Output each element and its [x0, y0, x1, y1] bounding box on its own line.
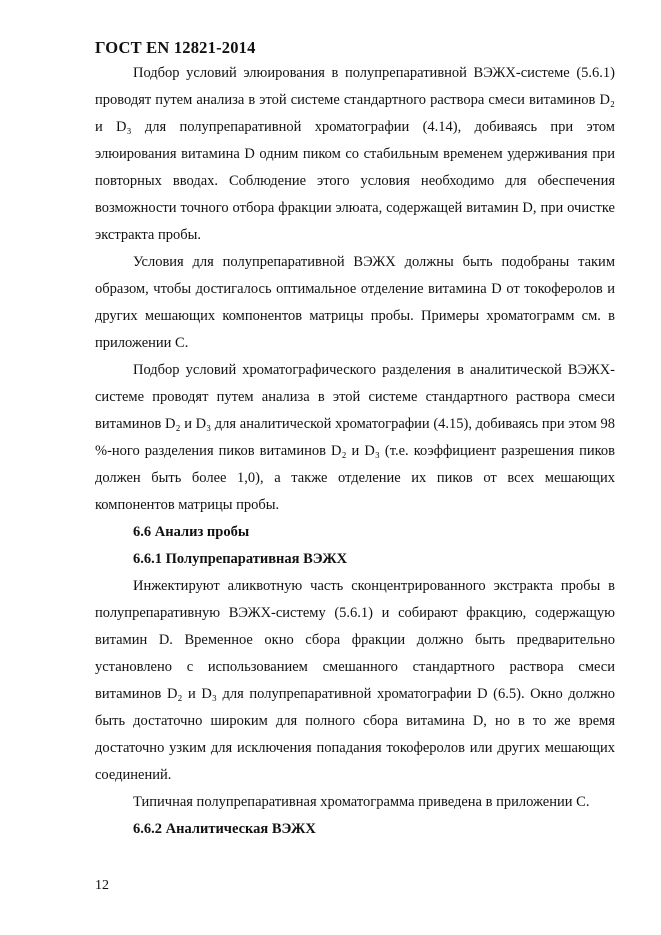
document-header: ГОСТ EN 12821-2014	[95, 38, 256, 57]
section-heading-6-6: 6.6 Анализ пробы	[133, 524, 250, 540]
paragraph-injection: Инжектируют аликвотную часть сконцентрированного экстракта пробы в полупрепаративную ВЭЖХ-систему (5.6.1) и собирают фракцию, содержащую витамин D. Временное окно сбора фракции должно быть предварительно установлено с использованием смешанного стандартного раствора смеси витаминов D₂ и D₃ для полупрепаративной хроматографии D (6.5). Окно должно быть достаточно широким для полного сбора витамина D, но в то же время достаточно узким для исключения попадания токоферолов или других мешающих соединений.	[95, 578, 615, 783]
paragraph-semiprep-conditions: Условия для полупрепаративной ВЭЖХ должны быть подобраны таким образом, чтобы достигалось оптимальное отделение витамина D от токоферолов и других мешающих компонентов матрицы пробы. Примеры хроматограмм см. в приложении С.	[95, 254, 615, 351]
paragraph-analytical-conditions: Подбор условий хроматографического разделения в аналитической ВЭЖХ-системе проводят путем анализа в этой системе стандартного раствора смеси витаминов D₂ и D₃ для аналитической хроматографии (4.15), добиваясь при этом 98 %-ного разделения пиков витаминов D₂ и D₃ (т.е. коэффициент разрешения пиков должен быть более 1,0), а также отделение их пиков от всех мешающих компонентов матрицы пробы.	[95, 362, 615, 513]
page-number: 12	[95, 878, 109, 893]
document-body	[95, 60, 615, 843]
paragraph-elution-conditions: Подбор условий элюирования в полупрепаративной ВЭЖХ-системе (5.6.1) проводят путем анализа в этой системе стандартного раствора смеси витаминов D₂ и D₃ для полупрепаративной хроматографии (4.14), добиваясь при этом элюирования витамина D одним пиком со стабильным временем удерживания при повторных вводах. Соблюдение этого условия необходимо для обеспечения возможности точного отбора фракции элюата, содержащей витамин D, при очистке экстракта пробы.	[95, 65, 615, 243]
paragraph-typical-chromatogram: Типичная полупрепаративная хроматограмма приведена в приложении С.	[133, 794, 590, 810]
section-heading-6-6-2: 6.6.2 Аналитическая ВЭЖХ	[133, 821, 316, 837]
section-heading-6-6-1: 6.6.1 Полупрепаративная ВЭЖХ	[133, 551, 348, 567]
